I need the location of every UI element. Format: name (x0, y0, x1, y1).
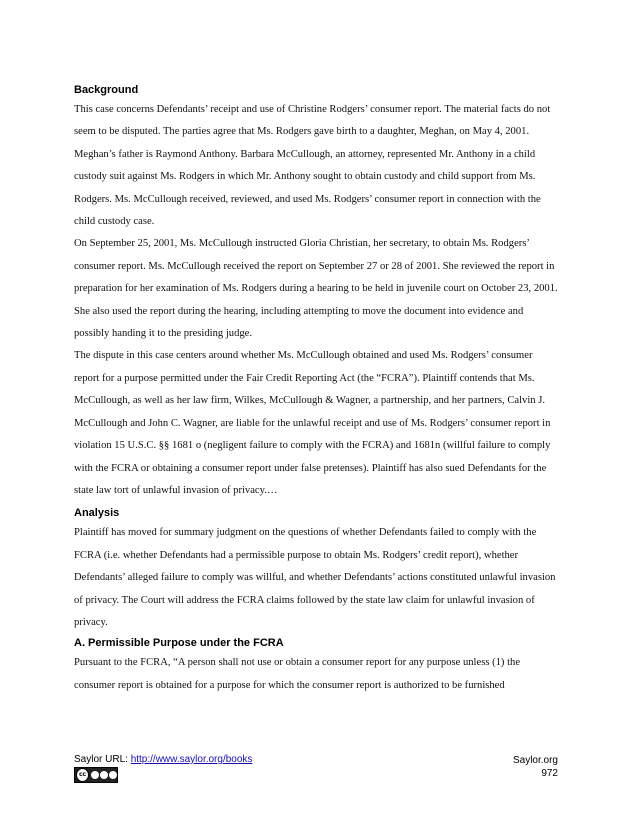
paragraph-1: This case concerns Defendants’ receipt and use of Christine Rodgers’ consumer report. The material facts do not seem to be disputed. The parties agree that Ms. Rodgers gave birth to a daughter, Meghan, on May 4, 2001. Meghan’s father is Raymond Anthony. Barbara McCullough, an attorney, represented Mr. Anthony in a child custody suit against Ms. Rodgers in which Mr. Anthony sought to obtain custody and child support from Ms. Rodgers. Ms. McCullough received, reviewed, and used Ms. Rodgers’ consumer report in connection with the child custody case. (74, 104, 551, 228)
noncommercial-icon (109, 771, 117, 779)
heading-permissible-purpose: A. Permissible Purpose under the FCRA (74, 637, 284, 650)
footer-site: Saylor.org (512, 755, 558, 766)
document-body (74, 81, 558, 697)
license-conditions-icons (91, 771, 117, 779)
heading-analysis: Analysis (74, 507, 120, 520)
paragraph-4: Plaintiff has moved for summary judgment on the questions of whether Defendants failed to comply with the FCRA (i.e. whether Defendants had a permissible purpose to obtain Ms. Rodgers’ credit report), whether Defendants’ alleged failure to comply was willful, and whether Defendants’ actions constituted unlawful invasion of privacy. The Court will address the FCRA claims followed by the state law claim for unlawful invasion of privacy. (74, 527, 556, 628)
attribution-icon (91, 771, 99, 779)
footer-url-prefix: Saylor URL: (74, 754, 131, 765)
paragraph-3: The dispute in this case centers around whether Ms. McCullough obtained and used Ms. Rodgers’ consumer report for a purpose permitted under the Fair Credit Reporting Act (the “FCRA”). Plaintiff contends that Ms. McCullough, as well as her law firm, Wilkes, McCullough & Wagner, a partnership, and her partners, Calvin J. McCullough and John C. Wagner, are liable for the unlawful receipt and use of Ms. Rodgers’ consumer report in violation 15 U.S.C. §§ 1681 o (negligent failure to comply with the FCRA) and 1681n (willful failure to comply with the FCRA or obtaining a consumer report under false pretenses). Plaintiff has also sued Defendants for the state law tort of unlawful invasion of privacy.… (74, 350, 551, 496)
paragraph-5: Pursuant to the FCRA, “A person shall not use or obtain a consumer report for any purpose unless (1) the consumer report is obtained for a purpose for which the consumer report is authorized to be furnished (74, 657, 521, 691)
heading-background: Background (74, 84, 139, 96)
page-number: 972 (541, 768, 558, 779)
footer-url-link[interactable]: http://www.saylor.org/books (130, 754, 253, 765)
creative-commons-license-icon[interactable] (74, 767, 118, 783)
footer-source (74, 754, 252, 765)
cc-logo-icon: cc (76, 768, 89, 782)
paragraph-2: On September 25, 2001, Ms. McCullough instructed Gloria Christian, her secretary, to obtain Ms. Rodgers’ consumer report. Ms. McCullough received the report on September 27 or 28 of 2001. She reviewed the report in preparation for her examination of Ms. Rodgers during a hearing to be held in juvenile court on October 23, 2001. She also used the report during the hearing, including attempting to move the document into evidence and possibly handing it to the presiding judge. (74, 238, 558, 340)
share-alike-icon (100, 771, 108, 779)
footer-page-info (513, 754, 558, 780)
